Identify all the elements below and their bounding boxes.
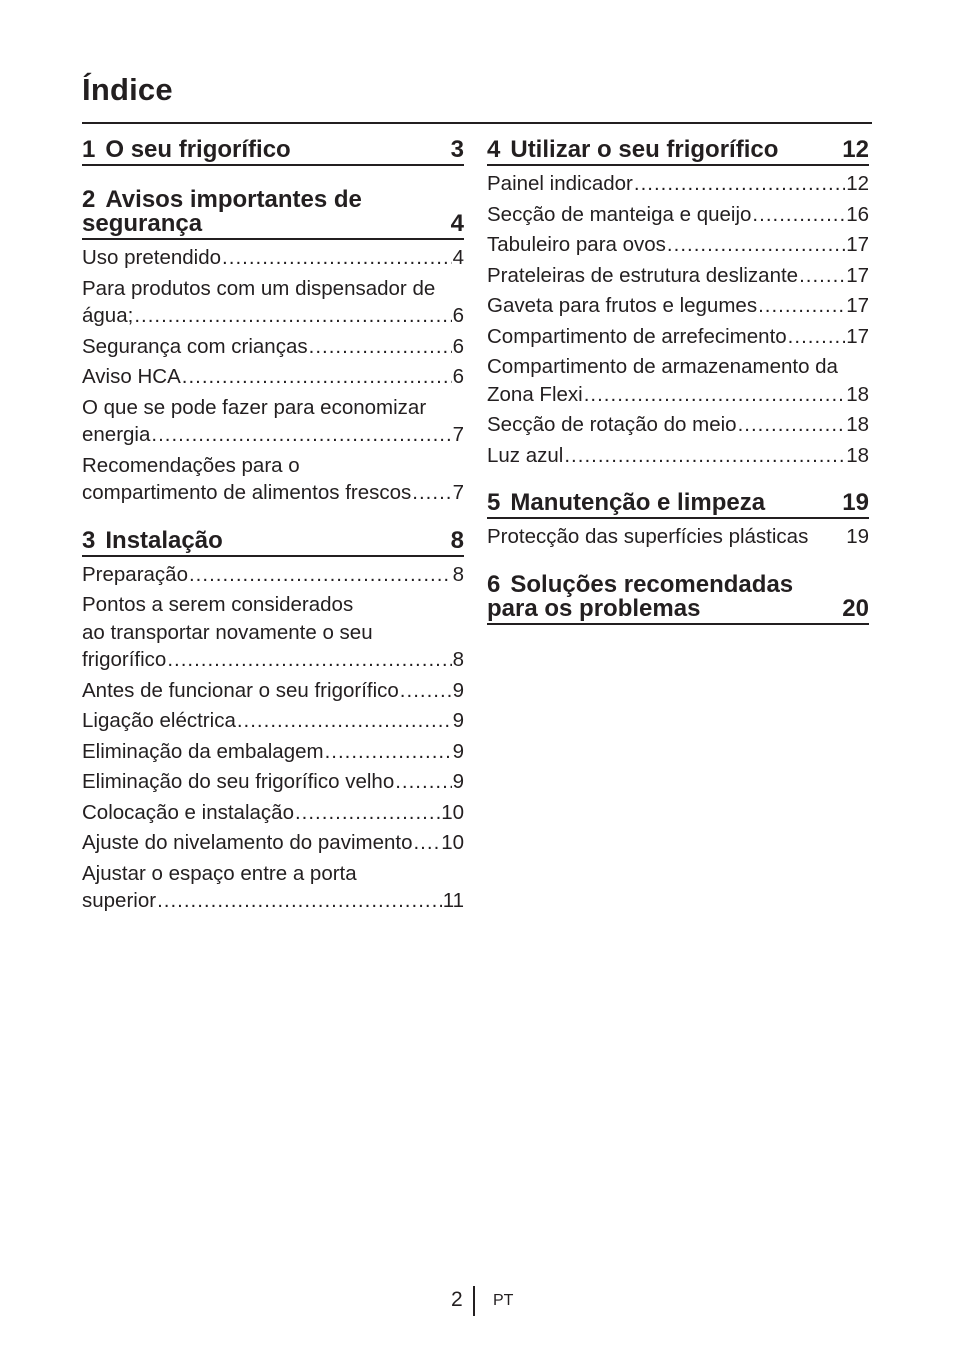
dot-leader [237, 707, 452, 735]
toc-entry-page-number: 7 [452, 481, 464, 504]
toc-entry-row [82, 738, 464, 766]
toc-entry-page-number: 10 [441, 831, 464, 854]
toc-entry-page-number: 8 [452, 648, 464, 671]
section-title-part: Soluções recomendadas [510, 570, 794, 598]
toc-section [487, 570, 869, 625]
section-page-number: 12 [842, 136, 869, 163]
toc-entry-text: superior [82, 889, 157, 912]
toc-entry[interactable] [487, 170, 869, 198]
toc-entry-text: Protecção das superfícies plásticas [487, 525, 809, 548]
footer-language-code: PT [493, 1292, 514, 1309]
toc-entry-text: Ligação eléctrica [82, 709, 236, 732]
title-divider [82, 122, 872, 124]
toc-entry-row [82, 887, 464, 915]
dot-leader [584, 381, 845, 409]
toc-entry-text: Compartimento de arrefecimento [487, 324, 787, 348]
dot-leader [151, 421, 451, 449]
toc-entry-row [82, 799, 464, 827]
toc-entry-page-number: 8 [452, 562, 464, 586]
section-page-number: 8 [450, 526, 464, 554]
toc-entry-row [487, 231, 869, 259]
section-heading-row [82, 138, 464, 162]
toc-entry[interactable] [82, 561, 464, 589]
toc-entry-row [487, 323, 869, 351]
section-number: 5 [487, 489, 501, 516]
toc-entry-text: Secção de rotação do meio [487, 413, 737, 436]
toc-entry-row [487, 523, 869, 551]
toc-entry-text: ao transportar novamente o seu [82, 620, 373, 644]
dot-leader [325, 738, 452, 766]
toc-entry[interactable] [82, 591, 464, 674]
toc-entry-page-number: 4 [452, 246, 464, 269]
section-title: Instalação [105, 526, 223, 554]
dot-leader [738, 411, 846, 439]
toc-entry-row [82, 829, 464, 857]
toc-entry[interactable] [82, 394, 464, 449]
page-footer [0, 1286, 954, 1316]
section-page-number: 4 [450, 210, 464, 237]
toc-entry-row [82, 677, 464, 705]
toc-section [82, 138, 464, 166]
toc-entry-page-number: 18 [846, 382, 869, 406]
toc-entry[interactable] [82, 829, 464, 857]
toc-entry[interactable] [82, 707, 464, 735]
dot-leader [182, 363, 452, 391]
dot-leader [799, 262, 845, 290]
dot-leader [134, 302, 451, 330]
section-title-part: segurança [82, 210, 203, 237]
section-heading[interactable] [487, 570, 869, 625]
toc-entry-row [82, 768, 464, 796]
section-title-part: para os problemas [487, 594, 701, 622]
toc-section [487, 491, 869, 551]
dot-leader [752, 201, 845, 229]
toc-entry-text: Uso pretendido [82, 246, 222, 269]
toc-entry[interactable] [82, 738, 464, 766]
toc-entry-text: compartimento de alimentos frescos [82, 481, 412, 504]
dot-leader [634, 170, 845, 198]
toc-entry-row [82, 707, 464, 735]
toc-entry-text: O que se pode fazer para economizar [82, 395, 427, 419]
toc-entry-row [82, 363, 464, 391]
dot-leader [413, 829, 440, 857]
toc-entry-text: Compartimento de armazenamento da [487, 355, 838, 378]
toc-entry[interactable] [82, 452, 464, 507]
section-heading-row [82, 212, 464, 236]
toc-right-column [487, 138, 869, 647]
toc-entry[interactable] [82, 244, 464, 272]
toc-entry[interactable] [487, 523, 869, 551]
toc-entry-text: Secção de manteiga e queijo [487, 202, 752, 226]
toc-entry-row [487, 170, 869, 198]
section-title: Manutenção e limpeza [510, 489, 766, 516]
dot-leader [309, 333, 452, 361]
section-heading[interactable] [82, 138, 464, 166]
section-title: Utilizar o seu frigorífico [510, 136, 779, 163]
section-page-number: 20 [842, 594, 869, 622]
toc-entry-row [82, 479, 464, 507]
toc-entry-text: Prateleiras de estrutura deslizante [487, 263, 799, 287]
section-heading[interactable] [82, 188, 464, 240]
section-number: 6 [487, 570, 501, 598]
toc-entry-page-number: 6 [452, 304, 464, 327]
toc-entry-page-number: 12 [846, 172, 869, 195]
dot-leader [412, 479, 451, 507]
toc-entry-text: Tabuleiro para ovos [487, 233, 666, 256]
dot-leader [222, 244, 452, 272]
toc-entry-text: Eliminação da embalagem [82, 739, 324, 763]
dot-leader [758, 292, 845, 320]
toc-entry-text: Para produtos com um dispensador de [82, 276, 436, 300]
dot-leader [167, 646, 451, 674]
toc-entry-row [487, 262, 869, 290]
section-number: 2 [82, 186, 96, 213]
toc-entry-text: Pontos a serem considerados [82, 593, 354, 616]
toc-entry-text: Colocação e instalação [82, 800, 294, 824]
section-heading[interactable] [487, 491, 869, 519]
toc-entry-text: Eliminação do seu frigorífico velho [82, 770, 395, 793]
toc-entry-text: água; [82, 304, 134, 327]
toc-entry-text: Aviso HCA [82, 365, 181, 388]
toc-entry-row [487, 411, 869, 439]
section-heading[interactable] [487, 138, 869, 166]
section-heading-row [82, 526, 464, 554]
toc-entry[interactable] [82, 275, 464, 330]
toc-entry-page-number: 9 [452, 770, 464, 793]
section-number: 3 [82, 526, 96, 554]
dot-leader [189, 561, 452, 589]
toc-entry[interactable] [82, 768, 464, 796]
toc-entry[interactable] [487, 292, 869, 320]
toc-entry-row [487, 442, 869, 470]
dot-leader [295, 799, 440, 827]
section-page-number: 3 [450, 136, 464, 163]
toc-entry-row [487, 201, 869, 229]
toc-entry-text: Gaveta para frutos e legumes [487, 294, 758, 317]
toc-entry[interactable] [82, 333, 464, 361]
section-title-part: Avisos importantes de [105, 186, 362, 213]
toc-entry-page-number: 18 [846, 413, 869, 436]
dot-leader [157, 887, 442, 915]
section-heading-row [487, 594, 869, 622]
toc-entry[interactable] [487, 201, 869, 229]
section-heading-row [487, 138, 869, 162]
toc-entry-page-number: 6 [452, 365, 464, 388]
toc-section [82, 188, 464, 507]
footer-page-number: 2 [451, 1288, 463, 1311]
toc-entry-text: Painel indicador [487, 172, 633, 195]
toc-entry-text: Zona Flexi [487, 382, 583, 406]
toc-entry[interactable] [487, 411, 869, 439]
toc-left-column [82, 138, 464, 937]
toc-entry[interactable] [82, 363, 464, 391]
page-title: Índice [82, 72, 173, 107]
section-title: O seu frigorífico [105, 136, 291, 163]
toc-entry-page-number: 17 [846, 233, 869, 256]
toc-entry-page-number: 6 [452, 334, 464, 358]
toc-entry-row [82, 421, 464, 449]
toc-entry-page-number: 9 [452, 709, 464, 732]
toc-entry-text: Recomendações para o [82, 453, 300, 477]
dot-leader [395, 768, 451, 796]
toc-entry-page-number: 18 [846, 443, 869, 467]
toc-entry-text: Antes de funcionar o seu frigorífico [82, 678, 399, 702]
toc-entry[interactable] [487, 262, 869, 290]
footer-divider [473, 1286, 475, 1316]
toc-section [487, 138, 869, 469]
section-number: 4 [487, 136, 501, 163]
section-page-number: 19 [842, 489, 869, 516]
dot-leader [788, 323, 846, 351]
toc-entry-page-number: 10 [441, 800, 464, 824]
toc-entry-row [487, 292, 869, 320]
section-number: 1 [82, 136, 96, 163]
section-heading-line [82, 188, 464, 212]
toc-entry-text: energia [82, 423, 151, 446]
toc-entry-row [82, 302, 464, 330]
toc-entry-row [82, 561, 464, 589]
dot-leader [400, 677, 452, 705]
toc-section [82, 526, 464, 915]
toc-entry-page-number: 9 [452, 678, 464, 702]
section-heading-line [487, 570, 869, 598]
toc-entry[interactable] [82, 677, 464, 705]
toc-entry[interactable] [487, 442, 869, 470]
section-heading[interactable] [82, 526, 464, 557]
dot-leader [564, 442, 845, 470]
toc-entry-text: Ajustar o espaço entre a porta [82, 861, 357, 885]
toc-entry-text: Segurança com crianças [82, 334, 308, 358]
dot-leader [667, 231, 845, 259]
toc-entry-page-number: 7 [452, 423, 464, 446]
toc-entry-page-number: 11 [442, 889, 464, 912]
toc-entry-page-number: 19 [846, 525, 869, 548]
toc-entry-text: frigorífico [82, 648, 167, 671]
toc-entry[interactable] [82, 799, 464, 827]
toc-entry[interactable] [487, 323, 869, 351]
toc-entry[interactable] [487, 353, 869, 408]
section-heading-row [487, 491, 869, 515]
toc-entry-text: Preparação [82, 562, 188, 586]
toc-entry[interactable] [82, 860, 464, 915]
toc-entry-page-number: 17 [846, 263, 869, 287]
toc-entry-page-number: 9 [452, 739, 464, 763]
toc-entry[interactable] [487, 231, 869, 259]
toc-entry-row [487, 381, 869, 409]
toc-entry-row [82, 333, 464, 361]
toc-entry-text: Luz azul [487, 443, 564, 467]
toc-entry-page-number: 17 [846, 294, 869, 317]
toc-entry-row [82, 244, 464, 272]
toc-entry-text: Ajuste do nivelamento do pavimento [82, 831, 413, 854]
toc-entry-page-number: 16 [846, 202, 869, 226]
toc-entry-row [82, 646, 464, 674]
toc-entry-page-number: 17 [846, 324, 869, 348]
